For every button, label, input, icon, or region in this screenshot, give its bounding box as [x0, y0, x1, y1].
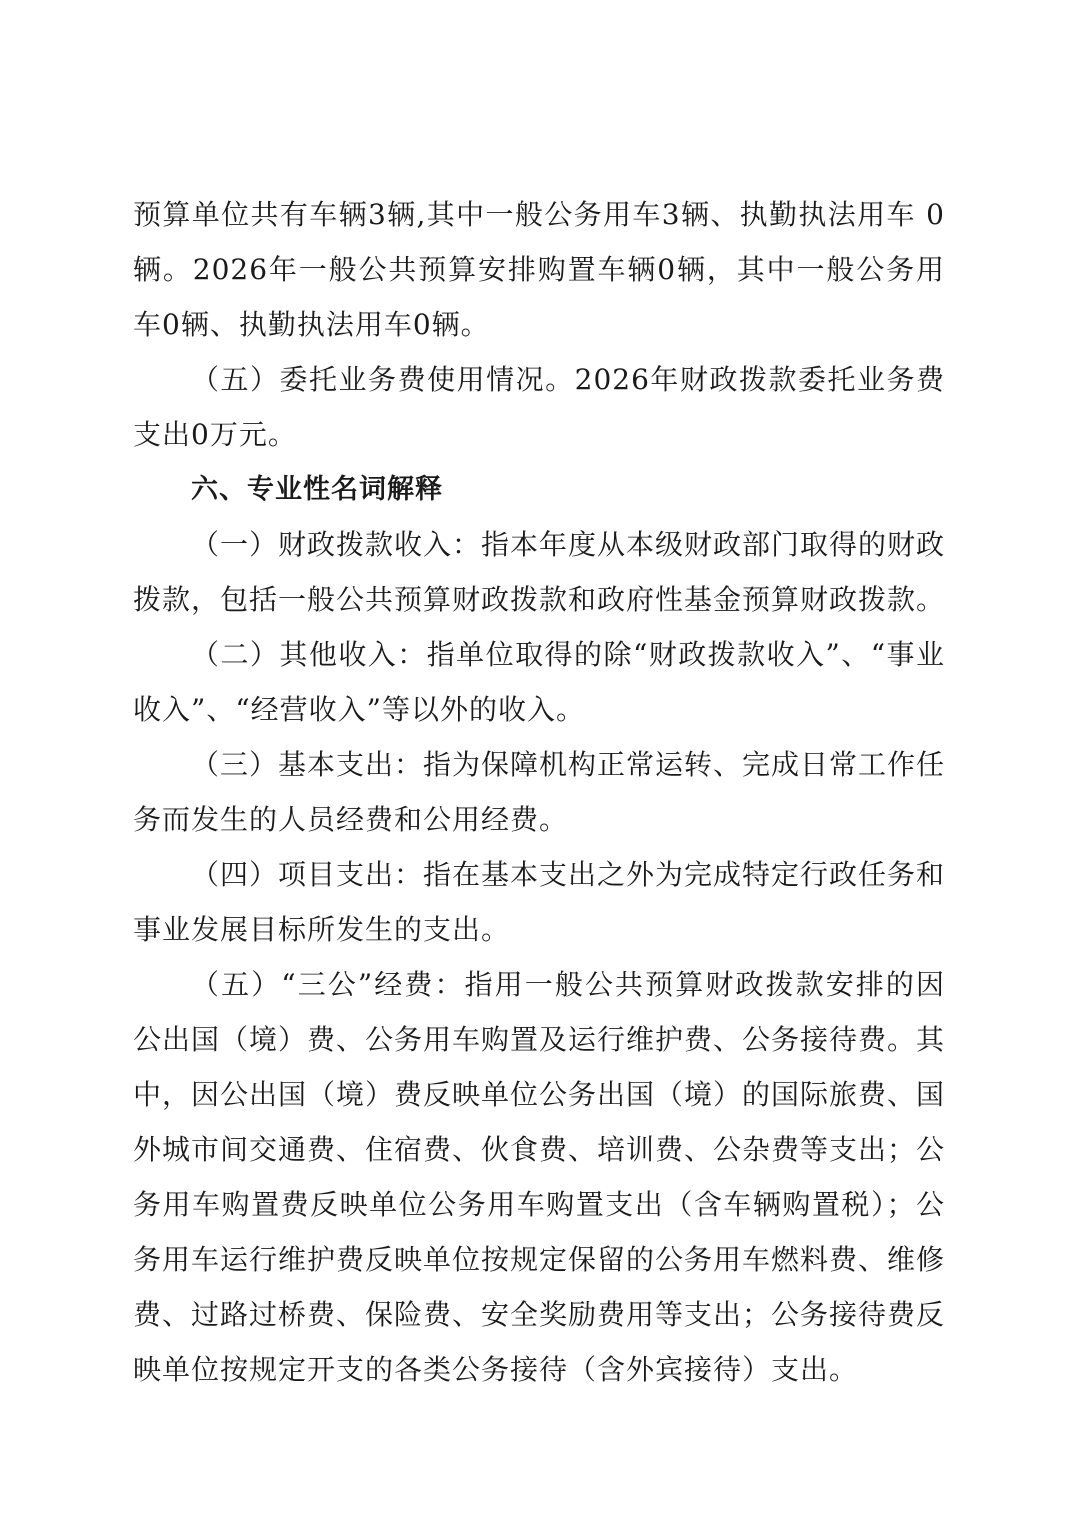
- definition-basic-expenditure: （三）基本支出：指为保障机构正常运转、完成日常工作任务而发生的人员经费和公用经费。: [133, 748, 946, 836]
- definition-project-expenditure: （四）项目支出：指在基本支出之外为完成特定行政任务和事业发展目标所发生的支出。: [133, 858, 946, 946]
- document-body: [133, 187, 945, 1397]
- section-heading: 六、专业性名词解释: [191, 474, 443, 505]
- vehicle-paragraph: 预算单位共有车辆3辆,其中一般公务用车3辆、执勤执法用车 0辆。2026年一般公共预算安排购置车辆0辆，其中一般公务用车0辆、执勤执法用车0辆。: [133, 198, 945, 341]
- definition-fiscal-income: （一）财政拨款收入：指本年度从本级财政部门取得的财政拨款，包括一般公共预算财政拨款和政府性基金预算财政拨款。: [133, 528, 946, 616]
- definition-three-public-funds: （五）“三公”经费：指用一般公共预算财政拨款安排的因公出国（境）费、公务用车购置及运行维护费、公务接待费。其中，因公出国（境）费反映单位公务出国（境）的国际旅费、国外城市间交通费、住宿费、伙食费、培训费、公杂费等支出；公务用车购置费反映单位公务用车购置支出（含车辆购置税）；公务用车运行维护费反映单位按规定保留的公务用车燃料费、维修费、过路过桥费、保险费、安全奖励费用等支出；公务接待费反映单位按规定开支的各类公务接待（含外宾接待）支出。: [133, 968, 946, 1386]
- entrusted-fee-paragraph: （五）委托业务费使用情况。2026年财政拨款委托业务费支出0万元。: [133, 363, 945, 451]
- definition-other-income: （二）其他收入：指单位取得的除“财政拨款收入”、“事业收入”、“经营收入”等以外的收入。: [133, 638, 945, 726]
